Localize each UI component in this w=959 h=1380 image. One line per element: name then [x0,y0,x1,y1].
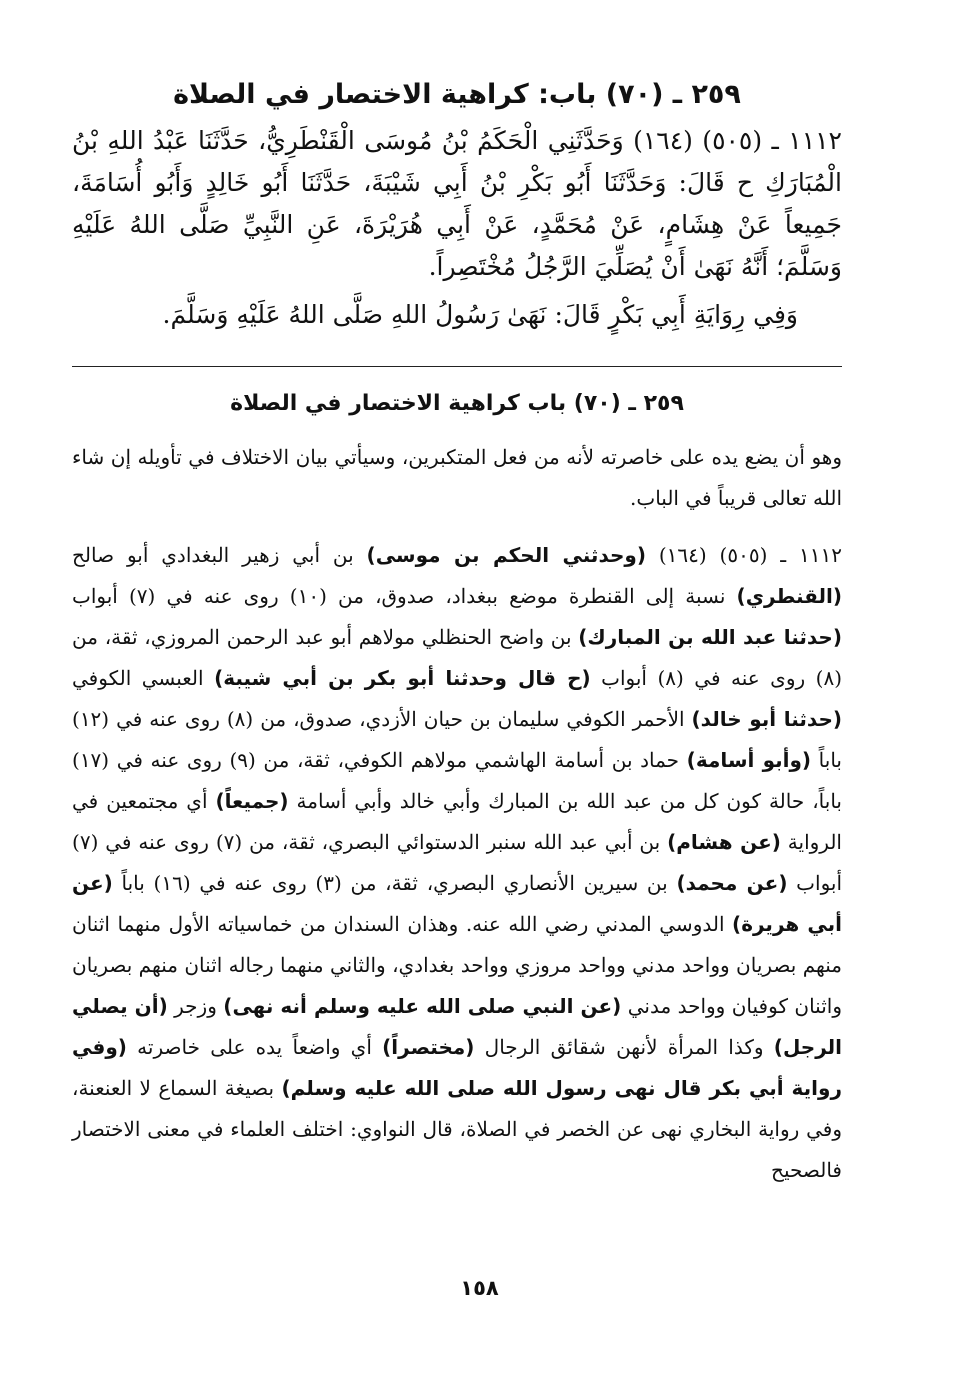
page-number: ١٥٨ [460,1276,499,1300]
narrator-quote: (حدثنا أبو خالد) [691,707,842,731]
commentary-text: ١١١٢ ـ (٥٠٥) (١٦٤) [645,543,842,567]
hadith-quote: (عن النبي صلى الله عليه وسلم أنه نهى) [223,994,622,1018]
narrator-quote: (جميعاً) [215,789,289,813]
narrator-quote: (عن أبي هريرة) [72,871,842,936]
commentary-text: وكذا المرأة لأنهن شقائق الرجال [474,1035,774,1059]
hadith-quote: (وفي رواية أبي بكر قال نهى رسول الله صلى الله عليه وسلم) [72,1035,842,1100]
narrator-quote: (عن هشام) [667,830,781,854]
commentary-text: حماد بن أسامة الهاشمي مولاهم الكوفي، ثقة، من (٩) روى عنه في (١٧) باباً، حالة كون كل من عبد الله بن المبارك وأبي خالد وأبي أسامة [72,748,842,813]
matn-section [72,74,842,336]
commentary-section [72,385,842,1191]
book-page [72,74,842,1191]
narrator-quote: (وحدثني الحكم بن موسى) [366,543,646,567]
hadith-text: ١١١٢ ـ (٥٠٥) (١٦٤) وَحَدَّثَنِي الْحَكَمُ بْنُ مُوسَى الْقَنْطَرِيُّ، حَدَّثَنَا عَبْدُ اللهِ بْنُ الْمُبَارَكِ ح قَالَ: وَحَدَّثَنَا أَبُو بَكْرِ بْنُ أَبِي شَيْبَةَ، حَدَّثَنَا أَبُو خَالِدٍ وَأَبُو أُسَامَةَ، جَمِيعاً عَنْ هِشَامٍ، عَنْ مُحَمَّدٍ، عَنْ أَبِي هُرَيْرَةَ، عَنِ النَّبِيِّ صَلَّى اللهُ عَلَيْهِ وَسَلَّمَ؛ أَنَّهُ نَهَىٰ أَنْ يُصَلِّيَ الرَّجُلُ مُخْتَصِراً. [72,126,842,281]
commentary-text: بن أبي زهير البغدادي أبو صالح [72,543,367,567]
commentary-text: أي واضعاً يده على خاصرته [126,1035,383,1059]
commentary-text: الأحمر الكوفي سليمان بن حيان الأزدي، صدوق، من (٨) روى عنه في (١٢) باباً [72,707,842,772]
commentary-text: بن واضح الحنظلي مولاهم أبو عبد الرحمن المروزي، ثقة، من (٨) روى عنه في (٨) أبواب [72,625,843,690]
commentary-text: نسبة إلى القنطرة موضع ببغداد، صدوق، من (١٠) روى عنه في (٧) أبواب [72,584,737,608]
commentary-text: الدوسي المدني رضي الله عنه. وهذان السندان من خماسياته الأول منهما اثنان منهم بصريان وواحد مدني وواحد مروزي وواحد بغدادي، والثاني منهما رجاله اثنان منهم بصريان واثنان كوفيان وواحد مدني [72,912,842,1018]
commentary-intro: وهو أن يضع يده على خاصرته لأنه من فعل المتكبرين، وسيأتي بيان الاختلاف في تأويله إن شاء الله تعالى قريباً في الباب. [72,445,842,510]
commentary-text: أي مجتمعين في الرواية [72,789,842,854]
narrator-quote: (ح قال وحدثنا أبو بكر بن أبي شيبة) [214,666,591,690]
narrator-quote: (حدثنا عبد الله بن المبارك) [578,625,842,649]
commentary-text: وزجر [167,994,224,1018]
narrator-quote: (عن محمد) [676,871,788,895]
commentary-text: بن سيرين الأنصاري البصري، ثقة، من (٣) روى عنه في (١٦) باباً [112,871,677,895]
section-divider [72,366,842,367]
narrator-quote: (القنطري) [736,584,843,608]
commentary-chapter-title: ٢٥٩ ـ (٧٠) باب كراهية الاختصار في الصلاة [230,391,684,416]
hadith-quote: (أن يصلي الرجل) [72,994,843,1059]
commentary-text: بن أبي عبد الله سنبر الدستوائي البصري، ثقة، من (٧) روى عنه في (٧) أبواب [72,830,843,895]
hadith-variant: وَفِي رِوَايَةِ أَبِي بَكْرٍ قَالَ: نَهَىٰ رَسُولُ اللهِ صَلَّى اللهُ عَلَيْهِ وَسَلَّمَ. [162,300,798,329]
commentary-text: العبسي الكوفي [72,666,215,690]
commentary-text: بصيغة السماع لا العنعنة، وفي رواية البخاري نهى عن الخصر في الصلاة، قال النواوي: اختلف العلماء في معنى الاختصار فالصحيح [72,1076,842,1182]
hadith-quote: (مختصراً) [382,1035,475,1059]
narrator-quote: (وأبو أسامة) [686,748,812,772]
commentary-body [72,535,842,1191]
matn-chapter-title: ٢٥٩ ـ (٧٠) باب: كراهية الاختصار في الصلاة [173,79,741,110]
